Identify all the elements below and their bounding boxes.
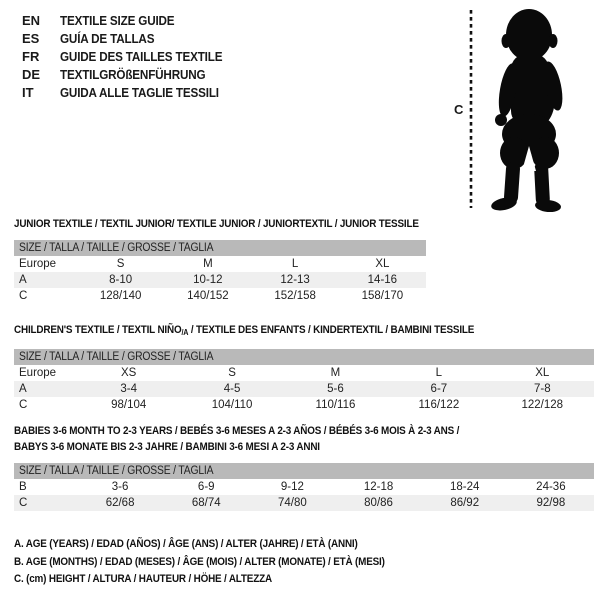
language-row — [22, 84, 240, 102]
size-header-bar — [14, 349, 594, 365]
size-cell: 80/86 — [364, 497, 393, 509]
size-header-text: SIZE / TALLA / TAILLE / GRÖSSE / TAGLIA — [19, 465, 214, 477]
size-header-bar — [14, 240, 426, 256]
size-cell: 10-12 — [193, 274, 223, 286]
language-code: ES — [22, 31, 40, 46]
note-text: A. AGE (YEARS) / EDAD (AÑOS) / ÂGE (ANS) / ALTER (JAHRE) / ETÀ (ANNI) — [14, 538, 358, 550]
table-row — [14, 288, 426, 304]
size-cell: 116/122 — [418, 399, 460, 411]
size-header-text: SIZE / TALLA / TAILLE / GRÖSSE / TAGLIA — [19, 351, 214, 363]
size-cell: 9-12 — [280, 481, 304, 493]
size-cell: L — [435, 367, 443, 379]
size-cell: M — [203, 258, 213, 270]
baby-height-figure — [450, 4, 582, 212]
table-row — [14, 479, 594, 495]
language-label: GUÍA DE TALLAS — [60, 31, 155, 46]
title-subscript: /A — [181, 328, 189, 337]
size-header-bar — [14, 463, 594, 479]
size-cell: 12-18 — [363, 481, 394, 493]
row-label: C — [19, 399, 28, 411]
note-line — [14, 536, 426, 554]
children-size-grid — [14, 365, 594, 413]
title-text: JUNIOR TEXTILE / TEXTIL JUNIOR/ TEXTILE JUNIOR / JUNIORTEXTIL / JUNIOR TESSILE — [14, 218, 419, 230]
size-cell: 92/98 — [536, 497, 566, 509]
size-cell: 62/68 — [105, 497, 135, 509]
table-row — [14, 272, 426, 288]
row-label: C — [19, 497, 28, 509]
title-text: BABYS 3-6 MONATE BIS 2-3 JAHRE / BAMBINI 3-6 MESI A 2-3 ANNI — [14, 441, 320, 453]
language-row — [22, 66, 240, 84]
size-header-text: SIZE / TALLA / TAILLE / GRÖSSE / TAGLIA — [19, 242, 214, 254]
row-label: C — [19, 290, 28, 302]
table-title-line — [14, 216, 426, 232]
size-cell: 158/170 — [361, 290, 404, 302]
size-cell: L — [291, 258, 299, 270]
row-label: A — [19, 274, 27, 286]
table-title-line — [14, 423, 594, 439]
note-line — [14, 554, 426, 572]
junior-table-title — [14, 216, 426, 232]
size-cell: 18-24 — [449, 481, 480, 493]
language-label: GUIDE DES TAILLES TEXTILE — [60, 49, 223, 64]
size-cell: 3-6 — [111, 481, 129, 493]
row-label: Europe — [19, 367, 57, 379]
note-text: B. AGE (MONTHS) / EDAD (MESES) / ÂGE (MOIS) / ALTER (MONATE) / ETÀ (MESI) — [14, 555, 385, 568]
size-cell: 68/74 — [191, 497, 221, 509]
row-label: Europe — [19, 258, 57, 270]
table-row — [14, 256, 426, 272]
size-cell: 5-6 — [327, 383, 344, 395]
size-cell: 8-10 — [109, 274, 133, 286]
table-title-line — [14, 322, 594, 341]
size-cell: 24-36 — [536, 481, 566, 493]
language-label: TEXTILGRÖßENFÜHRUNG — [60, 67, 206, 82]
title-text: / TEXTILE DES ENFANTS / KINDERTEXTIL / BAMBINI TESSILE — [188, 324, 475, 336]
size-cell: 128/140 — [99, 290, 142, 302]
size-cell: S — [228, 367, 236, 379]
note-text: C. (cm) HEIGHT / ALTURA / HAUTEUR / HÖHE / ALTEZZA — [14, 573, 272, 585]
height-measure-label: C — [454, 102, 464, 117]
language-row — [22, 48, 240, 66]
size-cell: 7-8 — [533, 383, 551, 395]
language-row — [22, 12, 240, 30]
table-row — [14, 495, 594, 511]
size-cell: 4-5 — [223, 383, 241, 395]
size-cell: 140/152 — [187, 290, 229, 302]
junior-size-grid — [14, 256, 426, 304]
size-cell: 104/110 — [211, 399, 253, 411]
language-title-block — [22, 12, 240, 102]
size-cell: 6-7 — [430, 383, 448, 395]
size-cell: S — [116, 258, 125, 270]
baby-silhouette-icon — [466, 4, 578, 212]
size-cell: 110/116 — [315, 399, 356, 411]
toddler-silhouette — [490, 9, 566, 212]
note-line — [14, 571, 426, 589]
language-code: IT — [22, 85, 34, 100]
language-label: GUIDA ALLE TAGLIE TESSILI — [60, 85, 219, 100]
babies-size-table-section — [14, 423, 594, 511]
row-label: A — [19, 383, 27, 395]
table-title-line — [14, 439, 594, 455]
size-cell: 12-13 — [280, 274, 310, 286]
size-cell: 74/80 — [278, 497, 307, 509]
size-cell: XL — [535, 367, 550, 379]
table-row — [14, 397, 594, 413]
babies-size-grid — [14, 479, 594, 511]
size-cell: 98/104 — [111, 399, 147, 411]
table-row — [14, 381, 594, 397]
size-cell: 86/92 — [450, 497, 480, 509]
size-cell: 14-16 — [367, 274, 398, 286]
size-cell: XL — [375, 258, 390, 270]
language-row — [22, 30, 240, 48]
size-cell: 3-4 — [120, 383, 137, 395]
babies-table-title — [14, 423, 594, 455]
children-table-title — [14, 322, 594, 341]
size-cell: 122/128 — [521, 399, 564, 411]
size-cell: M — [330, 367, 341, 379]
language-label: TEXTILE SIZE GUIDE — [60, 13, 175, 28]
language-code: DE — [22, 67, 41, 82]
size-cell: 6-9 — [197, 481, 215, 493]
junior-size-table-section — [14, 216, 426, 304]
measure-legend-notes — [14, 536, 426, 589]
size-cell: XS — [121, 367, 137, 379]
language-code: EN — [22, 13, 41, 28]
children-size-table-section — [14, 322, 594, 413]
size-cell: 152/158 — [274, 290, 316, 302]
language-code: FR — [22, 49, 40, 64]
title-text: CHILDREN'S TEXTILE / TEXTIL NIÑO — [14, 324, 182, 336]
row-label: B — [19, 481, 27, 493]
title-text: BABIES 3-6 MONTH TO 2-3 YEARS / BEBÉS 3-6 MESES A 2-3 AÑOS / BÉBÉS 3-6 MOIS À 2-3 ANS / — [14, 425, 460, 437]
table-row — [14, 365, 594, 381]
